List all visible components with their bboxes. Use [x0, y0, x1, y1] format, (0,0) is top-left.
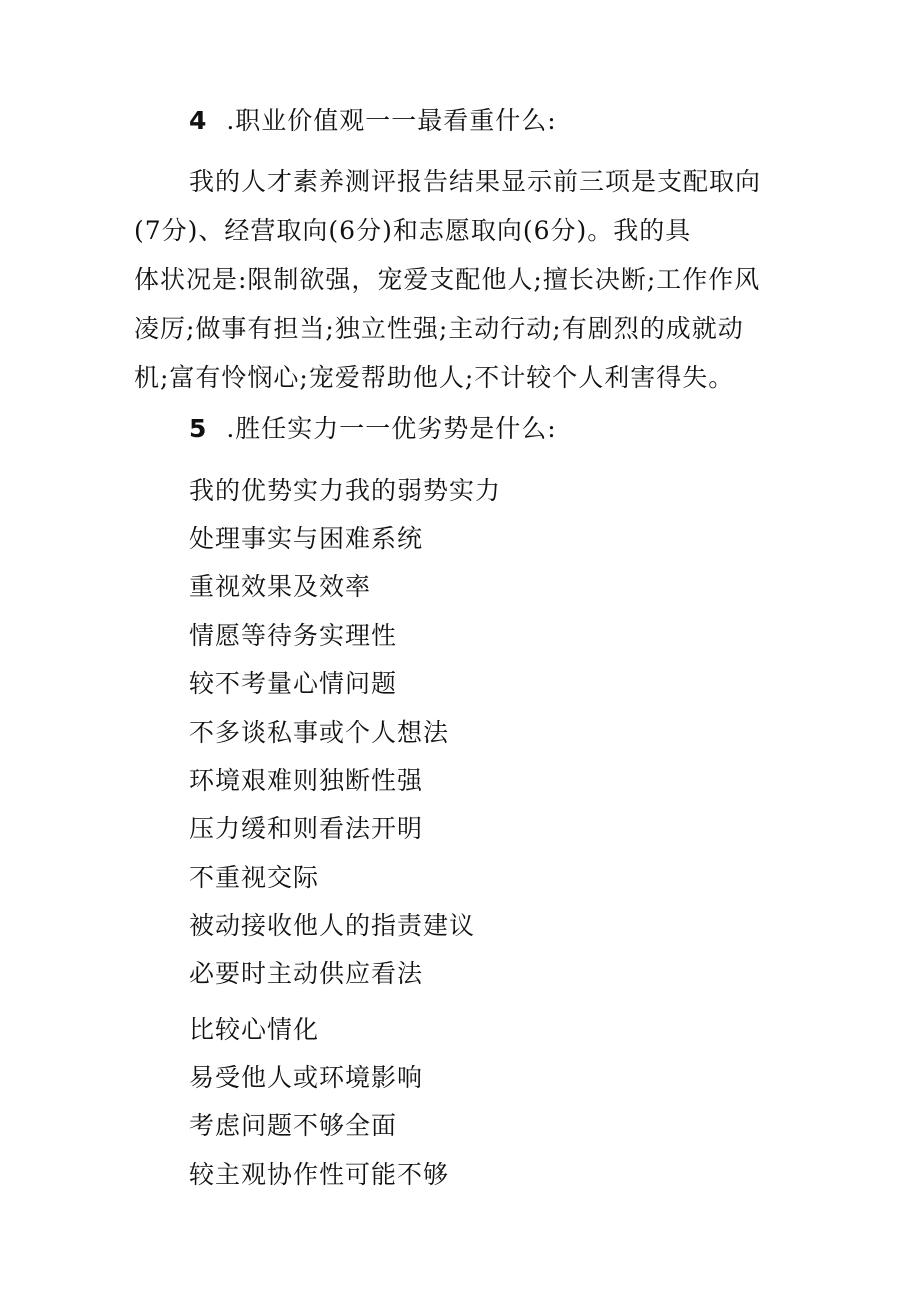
list-item: 我的优势实力我的弱势实力	[189, 476, 502, 505]
section-4-para-line: 体状况是:限制欲强，宠爱支配他人;擅长决断;工作作风	[134, 265, 761, 294]
list-item: 考虑问题不够全面	[189, 1111, 398, 1140]
section-5-number: 5	[189, 414, 208, 443]
list-item: 情愿等待务实理性	[189, 621, 398, 650]
section-4-heading	[189, 106, 557, 136]
list-item: 不多谈私事或个人想法	[189, 718, 450, 747]
section-5-heading	[189, 414, 557, 444]
list-item: 较不考量心情问题	[189, 669, 398, 698]
section-4-para-line: (7分)、经营取向(6分)和志愿取向(6分)。我的具	[134, 216, 692, 245]
section-4-heading-text: .职业价值观一一最看重什么:	[226, 106, 557, 135]
section-4-number: 4	[189, 106, 208, 135]
section-4-para-line: 机;富有怜悯心;宠爱帮助他人;不计较个人利害得失。	[134, 363, 735, 392]
list-item: 较主观协作性可能不够	[189, 1160, 450, 1189]
list-item: 重视效果及效率	[189, 572, 372, 601]
list-item: 不重视交际	[189, 863, 320, 892]
list-item: 比较心情化	[189, 1015, 320, 1044]
list-item: 压力缓和则看法开明	[189, 814, 424, 843]
list-item: 易受他人或环境影响	[189, 1063, 424, 1092]
list-item: 环境艰难则独断性强	[189, 766, 424, 795]
section-5-heading-text: .胜任实力一一优劣势是什么:	[226, 414, 557, 443]
list-item: 被动接收他人的指责建议	[189, 911, 476, 940]
list-item: 处理事实与困难系统	[189, 524, 424, 553]
list-item: 必要时主动供应看法	[189, 959, 424, 988]
section-4-para-line: 凌厉;做事有担当;独立性强;主动行动;有剧烈的成就动	[134, 314, 744, 343]
section-4-para-line: 我的人才素养测评报告结果显示前三项是支配取向	[189, 167, 762, 196]
